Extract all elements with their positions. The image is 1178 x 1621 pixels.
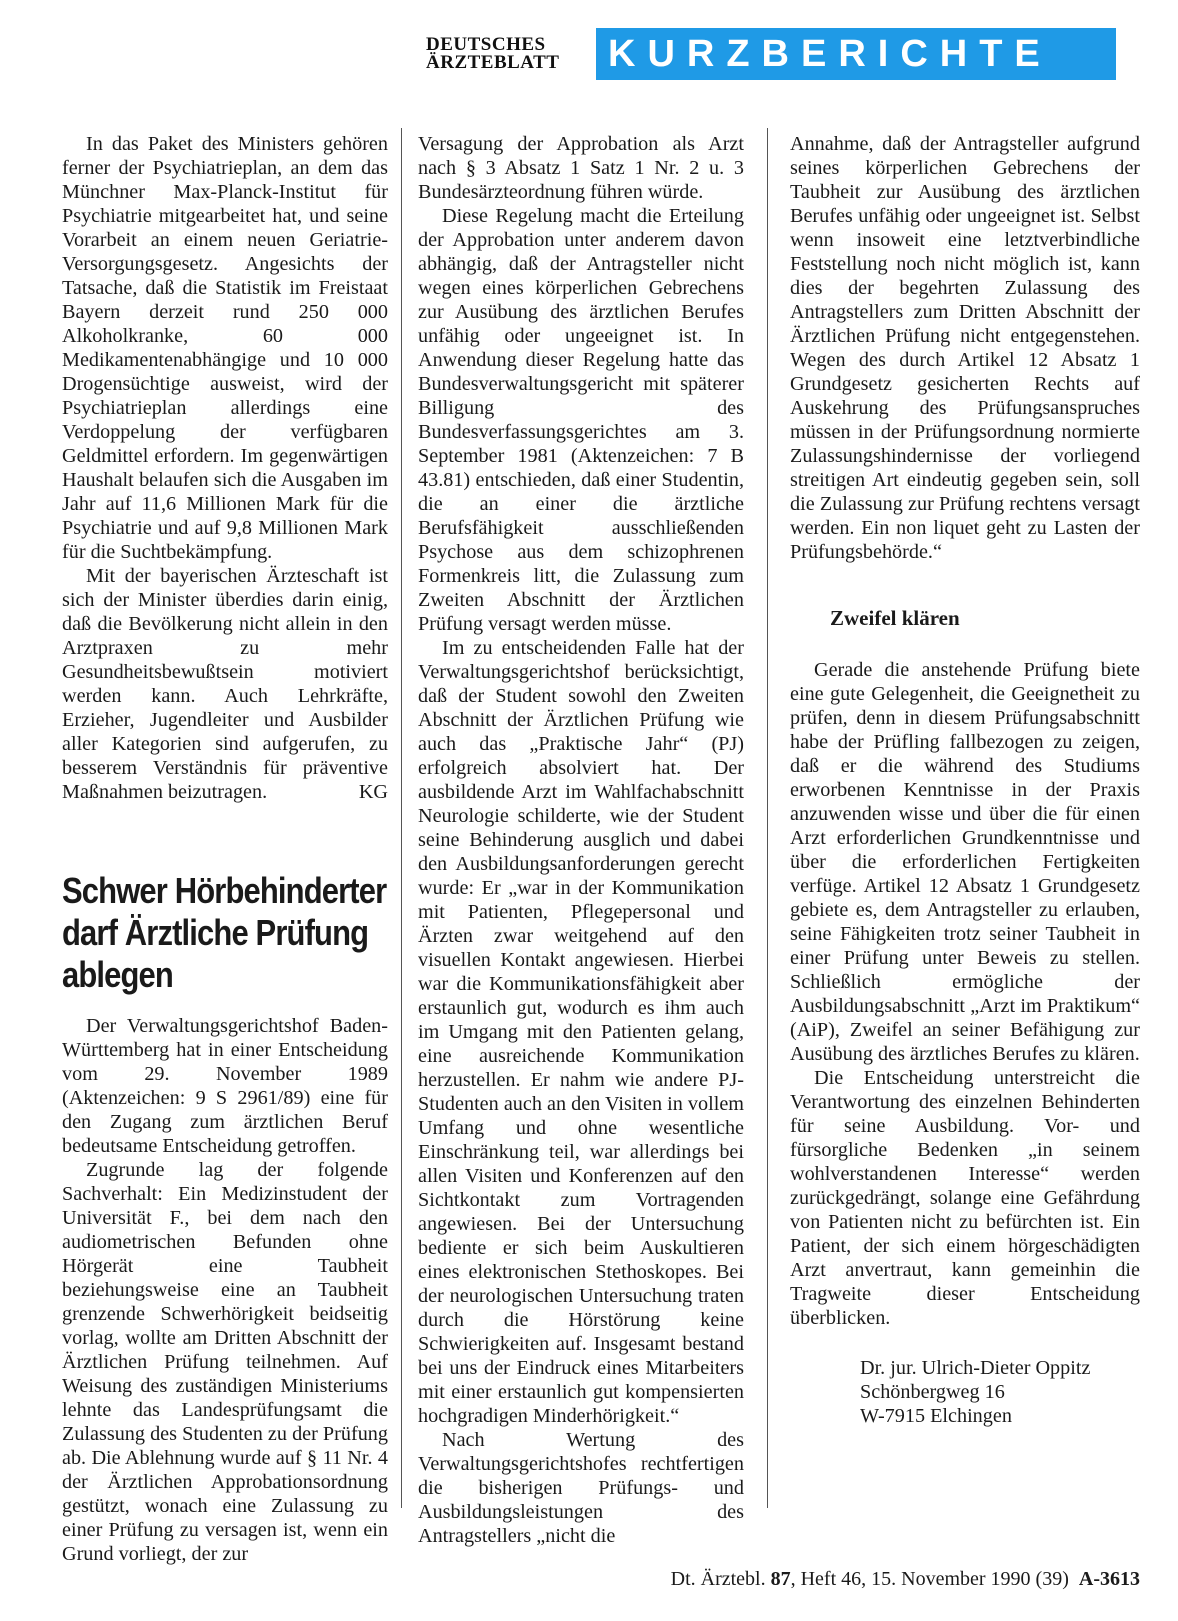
citation-issue: , Heft 46, 15. November 1990 (39) xyxy=(790,1568,1079,1590)
paragraph: Im zu entscheidenden Falle hat der Verwaltungsgerichtshof berücksichtigt, daß der Student sowohl den Zweiten Abschnitt der Ärztlichen Prüfung wie auch das „Praktische Jahr“ (PJ) erfolgreich absolviert hat. Der ausbildende Arzt im Wahlfachabschnitt Neurologie schilderte, wie der Student seine Behinderung ausglich und dabei den Ausbildungsanforderungen gerecht wurde: Er „war in der Kommunikation mit Patienten, Pflegepersonal und Ärzten zwar weitgehend auf den visuellen Kontakt angewiesen. Hierbei war die Kommunikationsfähigkeit aber erstaunlich gut, wodurch es ihm auch im Umgang mit den Patienten gelang, eine ausreichende Kommunikation herzustellen. Er nahm wie andere PJ-Studenten auch an den Visiten in vollem Umfang und ohne wesentliche Einschränkung teil, war allerdings bei allen Visiten und Konferenzen auf den Sichtkontakt zum Vortragenden angewiesen. Bei der Untersuchung bediente er sich beim Auskultieren eines elektronischen Stethoskopes. Bei der neurologischen Untersuchung traten durch die Hörstörung keine Schwierigkeiten auf. Insgesamt bestand bei uns der Eindruck eines Mitarbeiters mit einer erstaunlich gut kompensierten hochgradigen Minderhörigkeit.“ xyxy=(418,637,744,1427)
paragraph: Der Verwaltungsgerichtshof Baden-Württemberg hat in einer Entscheidung vom 29. November 1989 (Aktenzeichen: 9 S 2961/89) eine für den Zugang zum ärztlichen Beruf bedeutsame Entscheidung getroffen. xyxy=(62,1015,388,1157)
paragraph: In das Paket des Ministers gehören ferner der Psychiatrieplan, an dem das Münchner Max-Planck-Institut für Psychiatrie mitgearbeitet hat, und seine Vorarbeit an einem neuen Geriatrie-Versorgungsgesetz. Angesichts der Tatsache, daß die Statistik im Freistaat Bayern derzeit rund 250 000 Alkoholkranke, 60 000 Medikamentenabhängige und 10 000 Drogensüchtige ausweist, wird der Psychiatrieplan allerdings eine Verdoppelung der verfügbaren Geldmittel erfordern. Im gegenwärtigen Haushalt belaufen sich die Ausgaben im Jahr auf 11,6 Millionen Mark für die Psychiatrie und auf 9,8 Millionen Mark für die Suchtbekämpfung. xyxy=(62,133,388,563)
article-headline: Schwer Hörbehinderter darf Ärztliche Prüfung ablegen xyxy=(62,870,387,995)
author-name: Dr. jur. Ulrich-Dieter Oppitz xyxy=(860,1357,1091,1379)
journal-logo xyxy=(426,36,596,72)
column-3 xyxy=(790,132,1140,1428)
paragraph: Gerade die anstehende Prüfung biete eine gute Gelegenheit, die Geeignetheit zu prüfen, denn in diesem Prüfungsabschnitt habe der Prüfling fallbezogen zu zeigen, daß er die während des Studiums erworbenen Kenntnisse in der Praxis anzuwenden wisse und über die für einen Arzt erforderlichen Grundkenntnisse und über die erforderlichen Fertigkeiten verfüge. Artikel 12 Absatz 1 Grundgesetz gebiete es, dem Antragsteller zu erlauben, seine Fähigkeiten trotz seiner Taubheit in einer Prüfung unter Beweis zu stellen. Schließlich ermögliche der Ausbildungsabschnitt „Arzt im Praktikum“ (AiP), Zweifel an seiner Befähigung zur Ausübung des ärztliches Berufes zu klären. xyxy=(790,659,1140,1065)
citation-prefix: Dt. Ärztebl. xyxy=(670,1568,771,1590)
column-divider xyxy=(401,128,402,1508)
author-city: W-7915 Elchingen xyxy=(860,1405,1012,1427)
logo-line-2: ÄRZTEBLATT xyxy=(426,52,560,73)
paragraph: Versagung der Approbation als Arzt nach § 3 Absatz 1 Satz 1 Nr. 2 u. 3 Bundesärzteordnung führen würde. xyxy=(418,133,744,203)
paragraph: Zugrunde lag der folgende Sachverhalt: Ein Medizinstudent der Universität F., bei dem nach den audiometrischen Befunden ohne Hörgerät eine Taubheit beziehungsweise eine an Taubheit grenzende Schwerhörigkeit beidseitig vorlag, wollte am Dritten Abschnitt der Ärztlichen Prüfung teilnehmen. Auf Weisung des zuständigen Ministeriums lehnte das Landesprüfungsamt die Zulassung des Studenten zu der Prüfung ab. Die Ablehnung wurde auf § 11 Nr. 4 der Ärztlichen Approbationsordnung gestützt, wonach eine Zulassung zu einer Prüfung zu versagen ist, wenn ein Grund vorliegt, der zur xyxy=(62,1159,388,1565)
paragraph xyxy=(62,564,388,804)
author-street: Schönbergweg 16 xyxy=(860,1381,1005,1403)
page-footer xyxy=(590,1568,1140,1591)
paragraph: Diese Regelung macht die Erteilung der Approbation unter anderem davon abhängig, daß der Antragsteller nicht wegen eines körperlichen Gebrechens zur Ausübung des ärztlichen Berufes unfähig oder ungeeignet ist. In Anwendung dieser Regelung hatte das Bundesverwaltungsgericht mit späterer Billigung des Bundesverfassungsgerichtes am 3. September 1981 (Aktenzeichen: 7 B 43.81) entschieden, daß einer Studentin, die an einer die ärztliche Berufsfähigkeit ausschließenden Psychose aus dem schizophrenen Formenkreis litt, die Zulassung zum Zweiten Abschnitt der Ärztlichen Prüfung versagt werden müsse. xyxy=(418,205,744,635)
logo-line-1: DEUTSCHES xyxy=(426,34,546,55)
paragraph: Nach Wertung des Verwaltungsgerichtshofes rechtfertigen die bisherigen Prüfungs- und Ausbildungsleistungen des Antragstellers „nicht die xyxy=(418,1429,744,1547)
volume-number: 87 xyxy=(770,1568,791,1590)
author-address xyxy=(790,1356,1140,1428)
paragraph: Die Entscheidung unterstreicht die Verantwortung des einzelnen Behinderten für seine Ausbildung. Vor- und fürsorgliche Bedenken „in seinem wohlverstandenen Interesse“ werden zurückgedrängt, solange eine Gefährdung von Patienten nicht zu befürchten ist. Ein Patient, der sich einem hörgeschädigten Arzt anvertraut, kann gemeinhin die Tragweite dieser Entscheidung überblicken. xyxy=(790,1067,1140,1329)
paragraph-text: Mit der bayerischen Ärzteschaft ist sich der Minister überdies darin einig, daß die Bevölkerung nicht allein in den Arztpraxen zu mehr Gesundheitsbewußtsein motiviert werden kann. Auch Lehrkräfte, Erzieher, Jugendleiter und Ausbilder aller Kategorien sind aufgerufen, zu besserem Verständnis für präventive Maßnahmen beizutragen. xyxy=(62,565,388,803)
paragraph: Annahme, daß der Antragsteller aufgrund seines körperlichen Gebrechens der Taubheit zur Ausübung des ärztlichen Berufes unfähig oder ungeeignet ist. Selbst wenn insoweit eine letztverbindliche Feststellung noch nicht möglich ist, kann dies der begehrten Zulassung des Antragstellers zum Dritten Abschnitt der Ärztlichen Prüfung nicht entgegenstehen. Wegen des durch Artikel 12 Absatz 1 Grundgesetz gesicherten Rechts auf Auskehrung des Prüfungsanspruches müssen in der Prüfungsordnung normierte Zulassungshindernisse der vorliegend streitigen Art eindeutig gegeben sein, soll die Zulassung zur Prüfung rechtens versagt werden. Ein non liquet geht zu Lasten der Prüfungsbehörde.“ xyxy=(790,133,1140,563)
subheading: Zweifel klären xyxy=(830,606,960,630)
author-initials: KG xyxy=(358,781,388,803)
column-2 xyxy=(418,132,744,1548)
page-number: A-3613 xyxy=(1078,1568,1140,1590)
column-divider xyxy=(767,128,768,1508)
column-1 xyxy=(62,132,388,1566)
section-banner: KURZBERICHTE xyxy=(596,28,1116,80)
